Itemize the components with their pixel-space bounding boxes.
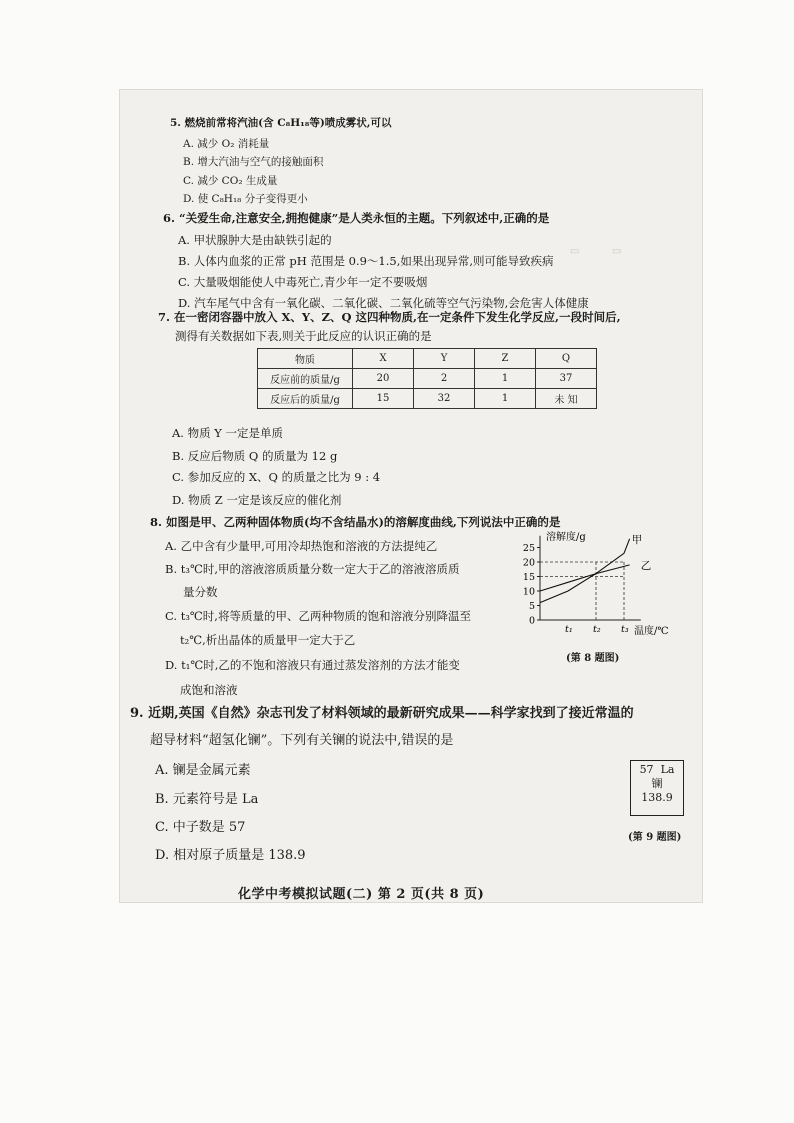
table-header-cell: Q (536, 349, 597, 369)
q5-option-b: B. 增大汽油与空气的接触面积 (183, 156, 324, 168)
q6-stem: 6. “关爱生命,注意安全,拥抱健康”是人类永恒的主题。下列叙述中,正确的是 (163, 211, 550, 225)
q9-stem-line2: 超导材料“超氢化镧”。下列有关镧的说法中,错误的是 (150, 733, 454, 748)
table-cell: 15 (353, 389, 414, 409)
q7-option-c: C. 参加反应的 X、Q 的质量之比为 9 : 4 (172, 470, 381, 484)
table-header-cell: Y (414, 349, 475, 369)
series-label: 乙 (640, 559, 652, 572)
series-curve-2 (540, 565, 630, 591)
table-cell: 20 (353, 369, 414, 389)
table-header-cell: 物质 (258, 349, 353, 369)
q9-stem-line1: 9. 近期,英国《自然》杂志刊发了材料领域的最新研究成果——科学家找到了接近常温的 (130, 706, 634, 721)
q7-option-d: D. 物质 Z 一定是该反应的催化剂 (172, 493, 342, 507)
q5-stem: 5. 燃烧前常将汽油(含 C₈H₁₈等)喷成雾状,可以 (170, 117, 392, 129)
q8-option-d: D. t₁℃时,乙的不饱和溶液只有通过蒸发溶剂的方法才能变 (165, 658, 460, 672)
table-cell: 1 (475, 389, 536, 409)
q7-option-a: A. 物质 Y 一定是单质 (172, 426, 284, 440)
q9-option-a: A. 镧是金属元素 (155, 763, 251, 778)
q8-option-c-cont: t₂℃,析出晶体的质量甲一定大于乙 (180, 633, 356, 647)
periodic-element-card (630, 760, 684, 816)
q7-stem-line2: 测得有关数据如下表,则关于此反应的认识正确的是 (175, 329, 432, 343)
q6-option-d: D. 汽车尾气中含有一氧化碳、二氧化碳、二氧化硫等空气污染物,会危害人体健康 (178, 296, 589, 310)
table-header-cell: X (353, 349, 414, 369)
x-axis-label: 温度/℃ (634, 626, 669, 637)
q8-option-b: B. t₃℃时,甲的溶液溶质质量分数一定大于乙的溶液溶质质 (165, 562, 460, 576)
q6-option-c: C. 大量吸烟能使人中毒死亡,青少年一定不要吸烟 (178, 275, 428, 289)
table-cell: 2 (414, 369, 475, 389)
q6-option-b: B. 人体内血浆的正常 pH 范围是 0.9～1.5,如果出现异常,则可能导致疾病 (178, 254, 554, 268)
q8-option-d-cont: 成饱和溶液 (180, 683, 238, 697)
q9-option-b: B. 元素符号是 La (155, 792, 259, 807)
q7-stem-line1: 7. 在一密闭容器中放入 X、Y、Z、Q 这四种物质,在一定条件下发生化学反应,一段时间后, (158, 310, 621, 324)
series-label: 甲 (631, 533, 643, 546)
table-row (258, 389, 597, 409)
q8-option-a: A. 乙中含有少量甲,可用冷却热饱和溶液的方法提纯乙 (165, 539, 438, 553)
series-curve-1 (540, 539, 630, 603)
table-row (258, 369, 597, 389)
y-axis-label: 溶解度/g (546, 532, 586, 543)
table-cell: 37 (536, 369, 597, 389)
bleed-through-mark: ▭ (570, 246, 580, 257)
element-symbol: La (660, 763, 675, 776)
q6-option-a: A. 甲状腺肿大是由缺铁引起的 (178, 233, 332, 247)
x-tick-label: t₃ (621, 624, 629, 635)
q9-option-c: C. 中子数是 57 (155, 820, 246, 835)
atomic-number: 57 (639, 763, 654, 776)
q8-option-b-cont: 量分数 (183, 585, 218, 599)
table-header-cell: Z (475, 349, 536, 369)
y-tick-label: 5 (528, 601, 535, 612)
x-tick-label: t₁ (565, 624, 573, 635)
q5-option-c: C. 减少 CO₂ 生成量 (183, 175, 278, 187)
solubility-curve-chart (516, 528, 676, 646)
q7-option-b: B. 反应后物质 Q 的质量为 12 g (172, 449, 338, 463)
y-tick-label: 15 (522, 572, 535, 583)
table-cell: 反应后的质量/g (258, 389, 353, 409)
table-cell: 反应前的质量/g (258, 369, 353, 389)
table-cell: 未 知 (536, 389, 597, 409)
reaction-data-table (257, 348, 597, 409)
q5-option-d: D. 使 C₈H₁₈ 分子变得更小 (183, 193, 308, 205)
y-tick-label: 25 (522, 543, 535, 554)
y-tick-label: 0 (528, 615, 535, 627)
bleed-through-mark: ▭ (612, 246, 622, 257)
q8-figure-caption: (第 8 题图) (566, 653, 620, 664)
table-cell: 32 (414, 389, 475, 409)
x-tick-label: t₂ (593, 624, 601, 635)
y-tick-label: 20 (522, 557, 535, 569)
q9-figure-caption: (第 9 题图) (628, 832, 682, 843)
element-header (631, 763, 683, 777)
q8-stem: 8. 如图是甲、乙两种固体物质(均不含结晶水)的溶解度曲线,下列说法中正确的是 (150, 515, 561, 529)
q5-option-a: A. 减少 O₂ 消耗量 (183, 138, 270, 150)
atomic-mass: 138.9 (641, 790, 673, 804)
q9-option-d: D. 相对原子质量是 138.9 (155, 848, 306, 863)
table-header-row (258, 349, 597, 369)
y-tick-label: 10 (522, 586, 535, 598)
element-name: 镧 (651, 776, 663, 790)
q8-option-c: C. t₃℃时,将等质量的甲、乙两种物质的饱和溶液分别降温至 (165, 609, 471, 623)
table-cell: 1 (475, 369, 536, 389)
page-footer: 化学中考模拟试题(二) 第 2 页(共 8 页) (238, 887, 485, 902)
